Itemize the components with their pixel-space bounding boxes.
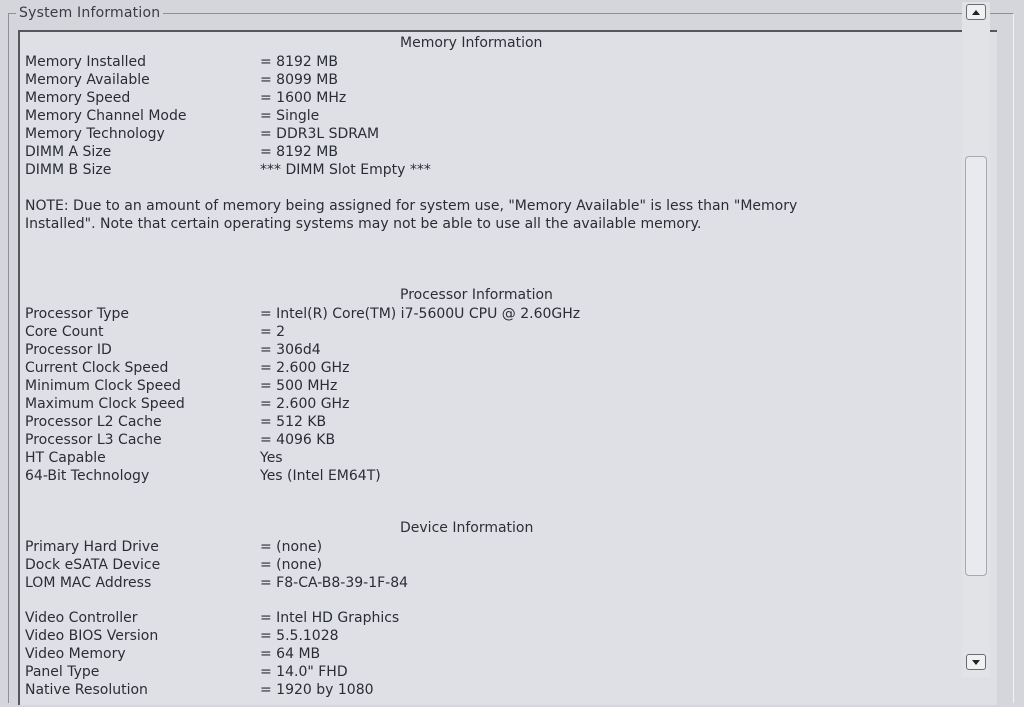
memory-note: NOTE: Due to an amount of memory being assigned for system use, "Memory Available" is less than "Memory Installed". Note that certain operating systems may not be able to use all the available memory. xyxy=(25,198,798,232)
row-label: 64-Bit Technology xyxy=(25,468,150,484)
scroll-up-button[interactable] xyxy=(966,4,986,20)
row-value: Yes (Intel EM64T) xyxy=(260,468,381,484)
row-value: = 1920 by 1080 xyxy=(260,682,374,698)
row-value: = 8192 MB xyxy=(260,54,338,70)
row-label: Processor L3 Cache xyxy=(25,432,162,448)
row-label: Processor Type xyxy=(25,306,130,322)
processor-section-header: Processor Information xyxy=(400,287,553,303)
row-value: = (none) xyxy=(260,539,323,555)
row-value: = 14.0" FHD xyxy=(260,664,348,680)
row-label: Processor L2 Cache xyxy=(25,414,162,430)
memory-section-header: Memory Information xyxy=(400,35,543,51)
row-value: = 8099 MB xyxy=(260,72,338,88)
row-label: Panel Type xyxy=(25,664,100,680)
row-label: DIMM A Size xyxy=(25,144,112,160)
row-label: Core Count xyxy=(25,324,104,340)
row-label: Memory Installed xyxy=(25,54,147,70)
row-label: Maximum Clock Speed xyxy=(25,396,185,412)
row-value: = (none) xyxy=(260,557,323,573)
row-value: = Single xyxy=(260,108,320,124)
row-value: = DDR3L SDRAM xyxy=(260,126,380,142)
row-value: = 8192 MB xyxy=(260,144,338,160)
chevron-up-icon xyxy=(972,10,980,15)
row-label: Memory Channel Mode xyxy=(25,108,187,124)
row-value: = 512 KB xyxy=(260,414,327,430)
row-value: = 500 MHz xyxy=(260,378,338,394)
chevron-down-icon xyxy=(972,660,980,665)
row-value: = 1600 MHz xyxy=(260,90,347,106)
row-label: LOM MAC Address xyxy=(25,575,152,591)
row-value: = 306d4 xyxy=(260,342,321,358)
row-label: Dock eSATA Device xyxy=(25,557,161,573)
scroll-down-button[interactable] xyxy=(966,654,986,670)
row-value: = 4096 KB xyxy=(260,432,336,448)
row-label: Video Memory xyxy=(25,646,126,662)
row-label: Video Controller xyxy=(25,610,138,626)
group-title: System Information xyxy=(16,5,163,21)
row-value: = Intel HD Graphics xyxy=(260,610,400,626)
row-label: Processor ID xyxy=(25,342,112,358)
row-value: = Intel(R) Core(TM) i7-5600U CPU @ 2.60GHz xyxy=(260,306,581,322)
row-value: = 2 xyxy=(260,324,286,340)
row-value: = 5.5.1028 xyxy=(260,628,339,644)
row-label: HT Capable xyxy=(25,450,106,466)
row-value: = F8-CA-B8-39-1F-84 xyxy=(260,575,409,591)
scroll-thumb[interactable] xyxy=(965,156,987,576)
row-label: DIMM B Size xyxy=(25,162,112,178)
row-label: Primary Hard Drive xyxy=(25,539,159,555)
row-label: Native Resolution xyxy=(25,682,148,698)
row-value: Yes xyxy=(260,450,283,466)
row-label: Memory Speed xyxy=(25,90,131,106)
row-value: = 64 MB xyxy=(260,646,321,662)
row-label: Current Clock Speed xyxy=(25,360,169,376)
vertical-scrollbar[interactable] xyxy=(962,2,990,677)
system-info-panel xyxy=(18,30,997,705)
row-label: Video BIOS Version xyxy=(25,628,159,644)
device-section-header: Device Information xyxy=(400,520,534,536)
row-value: = 2.600 GHz xyxy=(260,360,350,376)
row-label: Memory Technology xyxy=(25,126,165,142)
row-label: Memory Available xyxy=(25,72,150,88)
row-label: Minimum Clock Speed xyxy=(25,378,181,394)
row-value: = 2.600 GHz xyxy=(260,396,350,412)
row-value: *** DIMM Slot Empty *** xyxy=(260,162,431,178)
